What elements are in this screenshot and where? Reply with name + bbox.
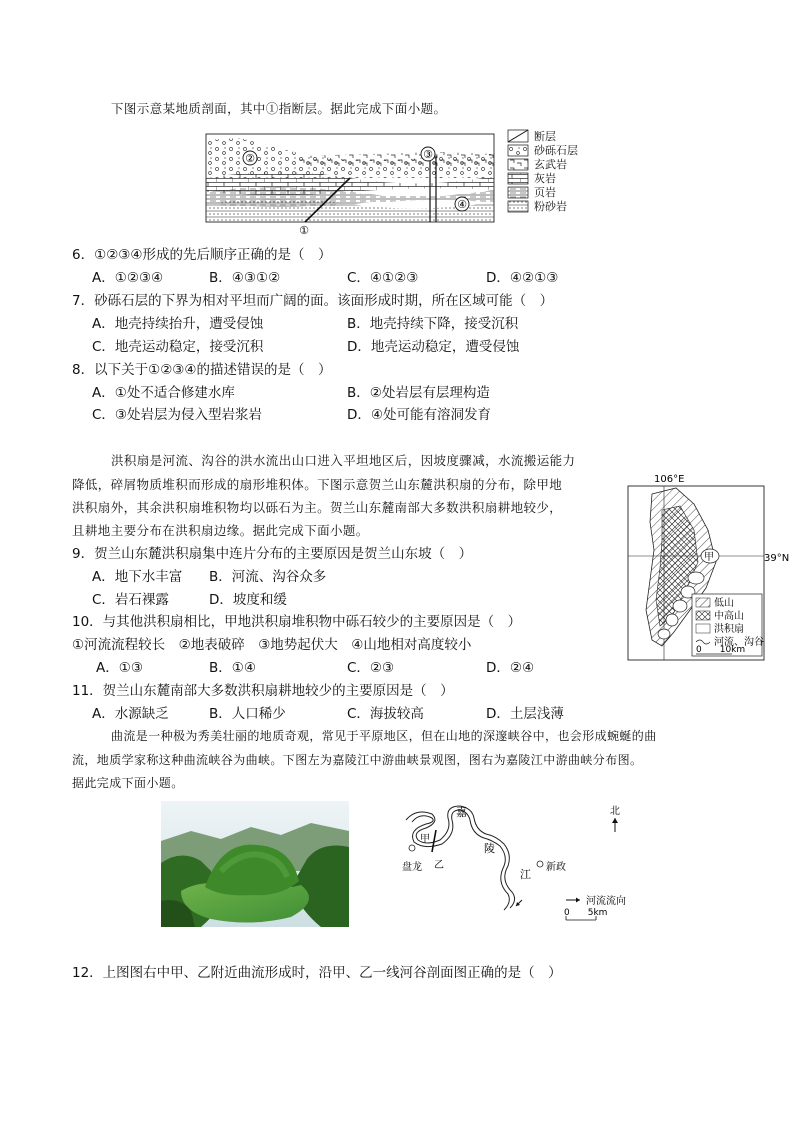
q11-option-b[interactable]: B．人口稀少 [209,706,286,722]
q9-stem: 9．贺兰山东麓洪积扇集中连片分布的主要原因是贺兰山东坡（ ） [72,546,473,562]
q8-stem: 8．以下关于①②③④的描述错误的是（ ） [72,362,332,378]
q10-option-a[interactable]: A．①③ [96,660,143,676]
q10-sub-items: ①河流流程较长 ②地表破碎 ③地势起伏大 ④山地相对高度较小 [72,637,472,653]
legend-river: 河流、沟谷 [714,637,764,648]
place-yi: 乙 [434,860,444,871]
q9-option-b[interactable]: B．河流、沟谷众多 [209,569,327,585]
river-map-scale: 0 5km [564,908,608,918]
q6-option-b[interactable]: B．④③①② [209,270,281,286]
q11-stem: 11．贺兰山东麓南部大多数洪积扇耕地较少的主要原因是（ ） [72,683,454,699]
label-4: ④ [457,198,467,211]
legend-low-mountain: 低山 [714,598,734,609]
legend-limestone: 灰岩 [534,172,556,185]
river-char-ling: 陵 [484,842,495,855]
legend-high-mountain: 中高山 [714,611,744,622]
q10-option-d[interactable]: D．②④ [486,660,535,676]
q6-stem: 6．①②③④形成的先后顺序正确的是（ ） [72,247,332,263]
section2-intro-line4: 且耕地主要分布在洪积扇边缘。据此完成下面小题。 [72,523,369,538]
legend-gravel: 砂砾石层 [534,144,578,157]
q8-option-c[interactable]: C．③处岩层为侵入型岩浆岩 [92,407,263,423]
geologic-section-diagram [200,126,590,236]
q10-option-c[interactable]: C．②③ [347,660,395,676]
legend-fault: 断层 [534,130,556,143]
label-3: ③ [423,148,433,161]
label-1: ① [299,224,309,236]
section3-intro-line3: 据此完成下面小题。 [72,776,184,790]
q11-option-a[interactable]: A．水源缺乏 [92,706,169,722]
section2-intro-line2: 降低，碎屑物质堆积而形成的扇形堆积体。下图示意贺兰山东麓洪积扇的分布，除甲地 [72,477,563,492]
legend-siltstone: 粉砂岩 [534,200,567,213]
q12-stem: 12．上图图右中甲、乙附近曲流形成时，沿甲、乙一线河谷剖面图正确的是（ ） [72,965,562,981]
north-label: 北 [610,806,620,817]
q6-option-d[interactable]: D．④②①③ [486,270,559,286]
legend-shale: 页岩 [534,186,556,199]
label-2: ② [245,152,255,165]
alluvial-fan-map [624,470,794,665]
q10-stem: 10．与其他洪积扇相比，甲地洪积扇堆积物中砾石较少的主要原因是（ ） [72,614,522,630]
river-char-jia: 嘉 [456,806,467,819]
place-jia: 甲 [420,834,430,845]
q11-option-c[interactable]: C．海拔较高 [347,706,424,722]
river-char-jiang: 江 [520,868,531,881]
lat-label: 39°N [764,553,790,564]
jialing-river-map [396,800,656,925]
flow-legend: 河流流向 [586,896,626,907]
q8-option-b[interactable]: B．②处岩层有层理构造 [347,385,490,401]
legend-basalt: 玄武岩 [534,158,567,171]
q7-option-a[interactable]: A．地壳持续抬升，遭受侵蚀 [92,316,264,332]
q7-option-c[interactable]: C．地壳运动稳定，接受沉积 [92,339,264,355]
section1-intro: 下图示意某地质剖面，其中①指断层。据此完成下面小题。 [111,101,447,116]
section3-intro-line1: 曲流是一种极为秀美壮丽的地质奇观，常见于平原地区，但在山地的深邃峡谷中，也会形成蜿蜒的曲 [111,729,657,743]
q6-option-a[interactable]: A．①②③④ [92,270,164,286]
q9-option-d[interactable]: D．坡度和缓 [209,592,287,608]
legend-fan: 洪积扇 [714,624,744,635]
q10-option-b[interactable]: B．①④ [209,660,256,676]
section2-intro-line3: 洪积扇外，其余洪积扇堆积物均以砾石为主。贺兰山东麓南部大多数洪积扇耕地较少， [72,500,563,515]
q7-option-b[interactable]: B．地壳持续下降，接受沉积 [347,316,519,332]
q7-stem: 7．砂砾石层的下界为相对平坦而广阔的面。该面形成时期，所在区域可能（ ） [72,293,554,309]
section2-intro-line1: 洪积扇是河流、沟谷的洪水流出山口进入平坦地区后，因坡度骤减，水流搬运能力 [111,453,576,468]
q6-option-c[interactable]: C．④①②③ [347,270,419,286]
place-panlong: 盘龙 [402,862,422,873]
q7-option-d[interactable]: D．地壳运动稳定，遭受侵蚀 [347,339,520,355]
section3-intro-line2: 流，地质学家称这种曲流峡谷为曲峡。下图左为嘉陵江中游曲峡景观图，图右为嘉陵江中游曲峡分布图。 [72,753,643,767]
q9-option-a[interactable]: A．地下水丰富 [92,569,183,585]
q11-option-d[interactable]: D．土层浅薄 [486,706,564,722]
q8-option-d[interactable]: D．④处可能有溶洞发育 [347,407,491,423]
meander-gorge-photo [161,801,349,927]
map-scale: 0 10km [696,645,746,655]
lon-label: 106°E [654,474,685,485]
q9-option-c[interactable]: C．岩石裸露 [92,592,169,608]
place-xinzheng: 新政 [546,862,566,873]
q8-option-a[interactable]: A．①处不适合修建水库 [92,385,235,401]
place-jia: 甲 [704,552,714,563]
